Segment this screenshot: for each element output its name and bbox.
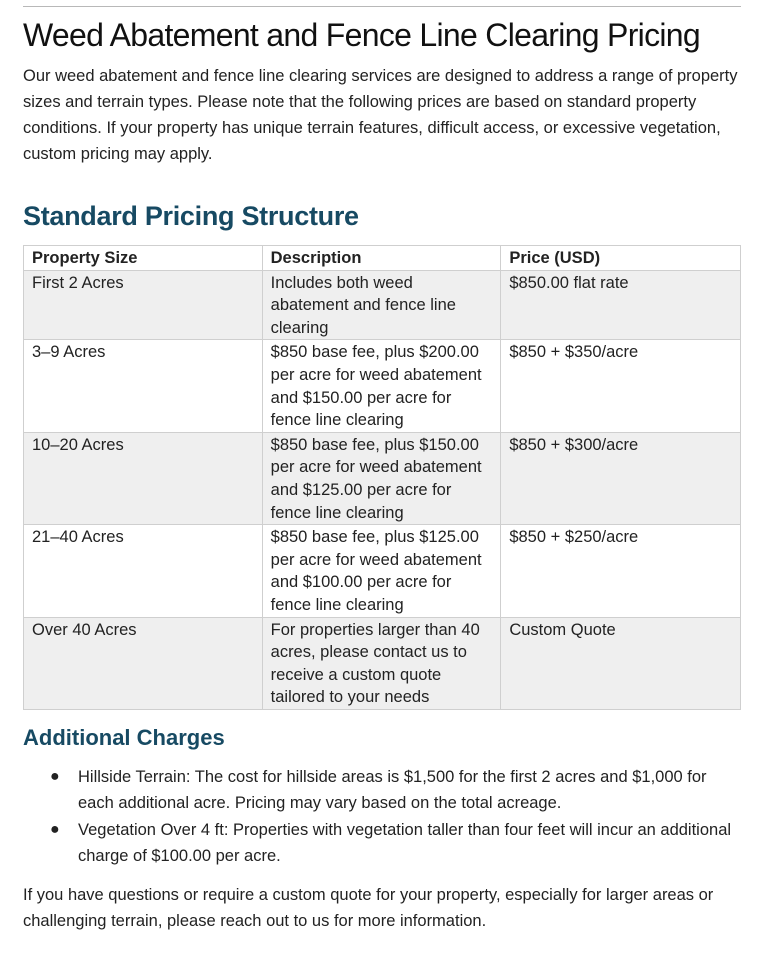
- list-item: [23, 817, 741, 870]
- table-row: [24, 340, 741, 432]
- intro-paragraph: Our weed abatement and fence line clearing services are designed to address a range of property sizes and terrain types. Please note that the following prices are based on standard property conditions. If your property has unique terrain features, difficult access, or excessive vegetation, custom pricing may apply.: [23, 67, 738, 163]
- cell-price: $850 + $350/acre: [501, 340, 741, 432]
- cell-description: $850 base fee, plus $200.00 per acre for weed abatement and $150.00 per acre for fence line clearing: [262, 340, 501, 432]
- cell-property-size: 21–40 Acres: [24, 525, 263, 617]
- list-item-text: Hillside Terrain: The cost for hillside areas is $1,500 for the first 2 acres and $1,000 for each additional acre. Pricing may vary based on the total acreage.: [78, 767, 707, 813]
- cell-description: Includes both weed abatement and fence line clearing: [262, 270, 501, 340]
- column-header-description: Description: [262, 246, 501, 271]
- column-header-property-size: Property Size: [24, 246, 263, 271]
- additional-charges-heading: Additional Charges: [23, 724, 225, 750]
- pricing-heading: Standard Pricing Structure: [23, 201, 359, 231]
- cell-price: $850.00 flat rate: [501, 270, 741, 340]
- cell-property-size: Over 40 Acres: [24, 617, 263, 709]
- cell-description: $850 base fee, plus $150.00 per acre for weed abatement and $125.00 per acre for fence line clearing: [262, 432, 501, 524]
- column-header-price: Price (USD): [501, 246, 741, 271]
- table-row: [24, 432, 741, 524]
- pricing-table: [23, 245, 741, 710]
- cell-description: For properties larger than 40 acres, please contact us to receive a custom quote tailored to your needs: [262, 617, 501, 709]
- cell-property-size: First 2 Acres: [24, 270, 263, 340]
- page-title: Weed Abatement and Fence Line Clearing Pricing: [23, 17, 700, 53]
- cell-price: Custom Quote: [501, 617, 741, 709]
- additional-charges-list: [23, 764, 741, 870]
- table-row: [24, 525, 741, 617]
- cell-description: $850 base fee, plus $125.00 per acre for weed abatement and $100.00 per acre for fence line clearing: [262, 525, 501, 617]
- cell-property-size: 3–9 Acres: [24, 340, 263, 432]
- bullet-icon: ●: [50, 820, 60, 838]
- document: [23, 14, 741, 934]
- table-header-row: [24, 246, 741, 271]
- list-item: [23, 764, 741, 817]
- table-row: [24, 270, 741, 340]
- table-row: [24, 617, 741, 709]
- bullet-icon: ●: [50, 767, 60, 785]
- closing-paragraph: If you have questions or require a custom quote for your property, especially for larger areas or challenging terrain, please reach out to us for more information.: [23, 885, 714, 930]
- cell-price: $850 + $250/acre: [501, 525, 741, 617]
- top-divider: [23, 6, 741, 7]
- cell-price: $850 + $300/acre: [501, 432, 741, 524]
- cell-property-size: 10–20 Acres: [24, 432, 263, 524]
- list-item-text: Vegetation Over 4 ft: Properties with vegetation taller than four feet will incur an additional charge of $100.00 per acre.: [78, 820, 732, 866]
